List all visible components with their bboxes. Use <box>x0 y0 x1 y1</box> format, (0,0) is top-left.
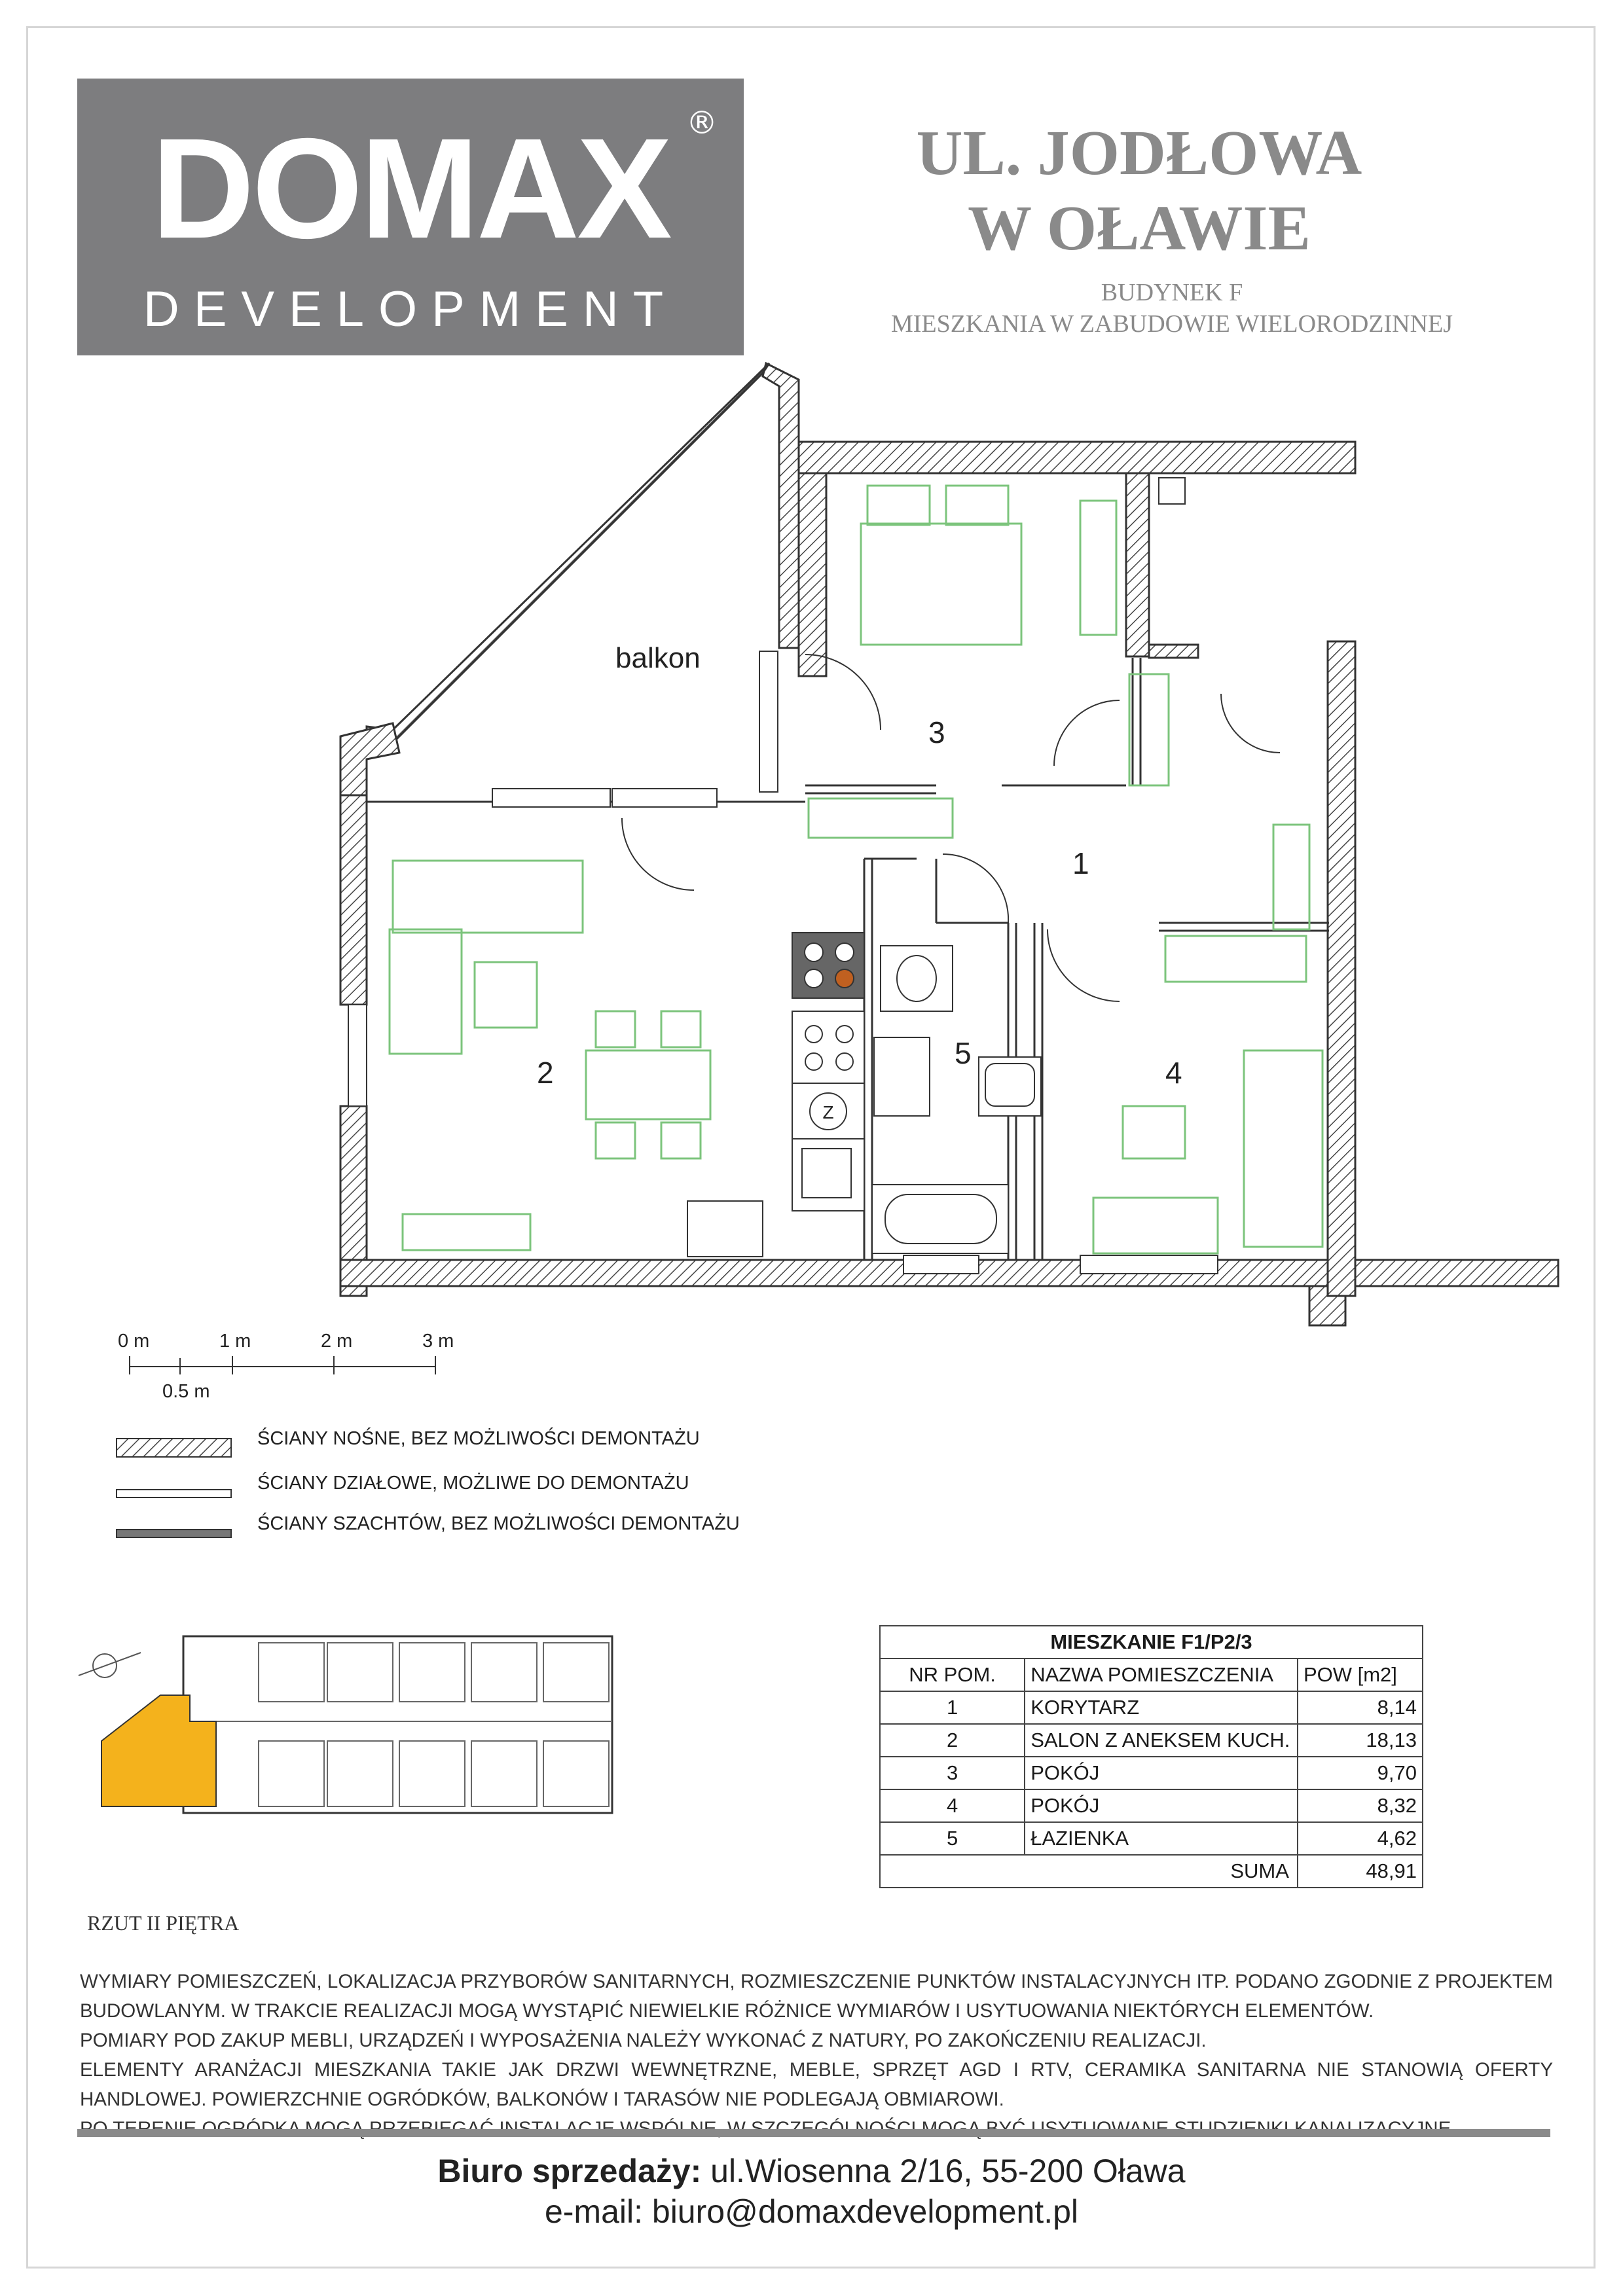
scale-bar <box>130 1356 435 1374</box>
legend-shaft: ŚCIANY SZACHTÓW, BEZ MOŻLIWOŚCI DEMONTAŻU <box>257 1513 740 1534</box>
room-name: POKÓJ <box>1025 1757 1298 1789</box>
header-area: POW [m2] <box>1298 1659 1423 1691</box>
town-title: W OŁAWIE <box>968 193 1311 264</box>
registered-mark: ® <box>686 105 718 141</box>
legend-swatch-shaft <box>117 1530 231 1537</box>
room-no: 2 <box>880 1724 1025 1757</box>
legend-load-bearing: ŚCIANY NOŚNE, BEZ MOŻLIWOŚCI DEMONTAŻU <box>257 1427 700 1449</box>
office-label: Biuro sprzedaży: <box>437 2153 702 2189</box>
room-area: 8,32 <box>1298 1789 1423 1822</box>
room-area: 4,62 <box>1298 1822 1423 1855</box>
scale-label-0: 0 m <box>118 1331 150 1352</box>
room-1-label: 1 <box>1072 846 1089 880</box>
key-plan-label: RZUT II PIĘTRA <box>87 1911 240 1935</box>
room-name: SALON Z ANEKSEM KUCH. <box>1025 1724 1298 1757</box>
sum-label: SUMA <box>880 1855 1298 1888</box>
table-row <box>880 1691 1423 1724</box>
table-title: MIESZKANIE F1/P2/3 <box>880 1626 1423 1659</box>
room-4-label: 4 <box>1165 1056 1182 1090</box>
scale-label-2: 2 m <box>321 1331 353 1352</box>
logo-brand: DOMAX <box>151 109 670 268</box>
table-row <box>880 1822 1423 1855</box>
walls <box>340 363 1558 1325</box>
room-area: 9,70 <box>1298 1757 1423 1789</box>
footer-divider <box>77 2129 1550 2137</box>
note-1: WYMIARY POMIESZCZEŃ, LOKALIZACJA PRZYBORÓW SANITARNYCH, ROZMIESZCZENIE PUNKTÓW INSTALACYJNYCH ITP. PODANO ZGODNIE Z PROJEKTEM BUDOWLANYM. W TRAKCIE REALIZACJI MOGĄ WYSTĄPIĆ NIEWIELKIE RÓŻNICE WYMIARÓW I USYTUOWANIA NIEKTÓRYCH ELEMENTÓW. <box>80 1971 1553 2022</box>
legend-swatch-load-bearing <box>117 1439 231 1457</box>
room-no: 5 <box>880 1822 1025 1855</box>
logo-subtitle: DEVELOPMENT <box>143 281 678 337</box>
header-no: NR POM. <box>880 1659 1025 1691</box>
scale-label-1: 1 m <box>219 1331 251 1352</box>
legend-partition: ŚCIANY DZIAŁOWE, MOŻLIWE DO DEMONTAŻU <box>257 1472 689 1494</box>
building-description: MIESZKANIA W ZABUDOWIE WIELORODZINNEJ <box>890 310 1453 338</box>
note-3: ELEMENTY ARANŻACJI MIESZKANIA TAKIE JAK DRZWI WEWNĘTRZNE, MEBLE, SPRZĘT AGD I RTV, CERAMIKA SANITARNA NIE STANOWIĄ OFERTY HANDLOWEJ. POWIERZCHNIE OGRÓDKÓW, BALKONÓW I TARASÓW NIE PODLEGAJĄ OBMIAROWI. <box>80 2059 1553 2110</box>
room-area: 8,14 <box>1298 1691 1423 1724</box>
room-2-label: 2 <box>537 1056 554 1090</box>
scale-label-3: 3 m <box>422 1331 454 1352</box>
balcony-label: balkon <box>615 642 701 674</box>
room-no: 3 <box>880 1757 1025 1789</box>
sum-row <box>880 1855 1423 1888</box>
room-name: KORYTARZ <box>1025 1691 1298 1724</box>
room-name: ŁAZIENKA <box>1025 1822 1298 1855</box>
room-name: POKÓJ <box>1025 1789 1298 1822</box>
key-plan <box>79 1636 612 1813</box>
room-no: 4 <box>880 1789 1025 1822</box>
scale-label-half: 0.5 m <box>162 1381 210 1402</box>
street-title: UL. JODŁOWA <box>916 118 1362 188</box>
office-address: ul.Wiosenna 2/16, 55-200 Oława <box>701 2153 1186 2189</box>
room-5-label: 5 <box>955 1036 972 1070</box>
sales-office <box>0 2151 1623 2232</box>
table-row <box>880 1789 1423 1822</box>
building-label: BUDYNEK F <box>1101 279 1243 306</box>
room-no: 1 <box>880 1691 1025 1724</box>
fridge-label: Z <box>822 1102 834 1122</box>
header-name: NAZWA POMIESZCZENIA <box>1025 1659 1298 1691</box>
office-email[interactable]: e-mail: biuro@domaxdevelopment.pl <box>544 2193 1079 2230</box>
room-3-label: 3 <box>928 715 945 749</box>
sum-value: 48,91 <box>1298 1855 1423 1888</box>
legend-swatch-partition <box>117 1490 231 1498</box>
office-line <box>0 2151 1623 2191</box>
note-2: POMIARY POD ZAKUP MEBLI, URZĄDZEŃ I WYPOSAŻENIA NALEŻY WYKONAĆ Z NATURY, PO ZAKOŃCZENIU REALIZACJI. <box>80 2030 1207 2051</box>
disclaimer-notes <box>80 1967 1553 2144</box>
rooms-table <box>879 1625 1423 1888</box>
table-row <box>880 1757 1423 1789</box>
table-row <box>880 1724 1423 1757</box>
room-area: 18,13 <box>1298 1724 1423 1757</box>
